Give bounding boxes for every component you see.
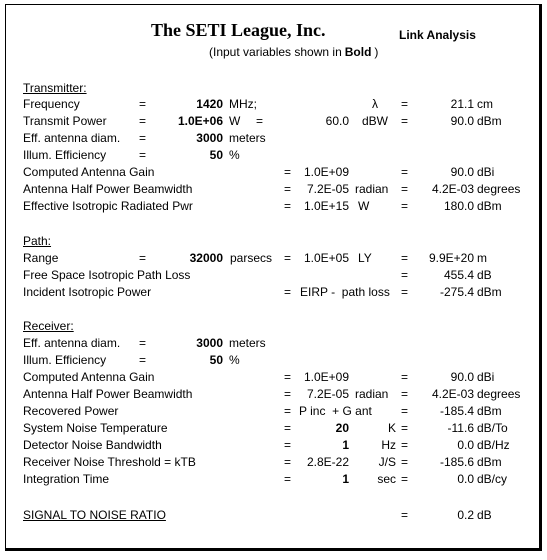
equals-sign: = bbox=[284, 165, 292, 179]
eirp-dbm: 180.0 bbox=[443, 199, 474, 213]
equals-sign: = bbox=[401, 387, 409, 401]
eirp-watts: 1.0E+15 bbox=[303, 199, 349, 213]
transmit-power-dbw: 60.0 bbox=[325, 114, 349, 128]
tx-gain-label: Computed Antenna Gain bbox=[23, 165, 155, 179]
recovered-power-label: Recovered Power bbox=[23, 404, 119, 418]
recovered-power-value: -185.4 bbox=[439, 404, 474, 418]
fspl-row bbox=[6, 267, 543, 284]
noise-threshold-label: Receiver Noise Threshold = kTB bbox=[23, 455, 196, 469]
incident-power-unit: dBm bbox=[477, 285, 502, 299]
integration-unit: sec bbox=[377, 472, 396, 486]
equals-sign: = bbox=[284, 199, 292, 213]
range-ly-unit: LY bbox=[358, 251, 372, 265]
tx-beam-degrees: 4.2E-03 bbox=[431, 182, 474, 196]
tx-beam-degrees-unit: degrees bbox=[477, 182, 521, 196]
snr-unit: dB bbox=[477, 508, 492, 522]
recovered-power-row bbox=[6, 403, 543, 420]
range-unit: parsecs bbox=[230, 251, 273, 265]
tx-diam-unit: meters bbox=[229, 131, 266, 145]
snr-row bbox=[6, 507, 543, 524]
bandwidth-row[interactable] bbox=[6, 437, 543, 454]
tx-beam-radian-unit: radian bbox=[355, 182, 389, 196]
rx-illum-row[interactable] bbox=[6, 352, 543, 369]
eirp-watts-unit: W bbox=[358, 199, 370, 213]
rx-gain-dbi: 90.0 bbox=[450, 370, 474, 384]
recovered-power-formula: P inc + G ant bbox=[299, 404, 372, 418]
range-row[interactable] bbox=[6, 250, 543, 267]
tx-illum-input[interactable]: 50 bbox=[209, 148, 223, 162]
tx-diam-row[interactable] bbox=[6, 130, 543, 147]
equals-sign: = bbox=[401, 97, 409, 111]
equals-sign: = bbox=[284, 455, 292, 469]
snr-label: SIGNAL TO NOISE RATIO bbox=[23, 508, 166, 522]
range-meters-unit: m bbox=[477, 251, 487, 265]
rx-diam-label: Eff. antenna diam. bbox=[23, 336, 121, 350]
fspl-unit: dB bbox=[477, 268, 492, 282]
noise-threshold-dbm: -185.6 bbox=[439, 455, 474, 469]
rx-beam-label: Antenna Half Power Beamwidth bbox=[23, 387, 193, 401]
tx-gain-linear: 1.0E+09 bbox=[303, 165, 349, 179]
transmit-power-dbm: 90.0 bbox=[450, 114, 474, 128]
subtitle-pre: (Input variables shown in bbox=[209, 45, 342, 59]
wavelength-unit: cm bbox=[477, 97, 493, 111]
subtitle-post: ) bbox=[374, 45, 379, 59]
incident-power-value: -275.4 bbox=[439, 285, 474, 299]
integration-db-unit: dB/cy bbox=[477, 472, 508, 486]
range-ly: 1.0E+05 bbox=[303, 251, 349, 265]
path-heading: Path: bbox=[23, 234, 52, 248]
frequency-label: Frequency bbox=[23, 97, 80, 111]
tx-illum-row[interactable] bbox=[6, 147, 543, 164]
integration-db: 0.0 bbox=[457, 472, 474, 486]
rx-gain-linear: 1.0E+09 bbox=[303, 370, 349, 384]
frequency-row[interactable] bbox=[6, 96, 543, 113]
recovered-power-unit: dBm bbox=[477, 404, 502, 418]
transmit-power-dbw-unit: dBW bbox=[362, 114, 389, 128]
rx-diam-unit: meters bbox=[229, 336, 266, 350]
tx-diam-input[interactable]: 3000 bbox=[196, 131, 223, 145]
transmitter-heading: Transmitter: bbox=[23, 81, 87, 95]
equals-sign: = bbox=[401, 268, 409, 282]
equals-sign: = bbox=[401, 455, 409, 469]
rx-illum-label: Illum. Efficiency bbox=[23, 353, 107, 367]
noise-temp-row[interactable] bbox=[6, 420, 543, 437]
tx-gain-dbi: 90.0 bbox=[450, 165, 474, 179]
equals-sign: = bbox=[284, 370, 292, 384]
equals-sign: = bbox=[284, 421, 292, 435]
equals-sign: = bbox=[284, 285, 292, 299]
equals-sign: = bbox=[256, 114, 264, 128]
incident-power-row bbox=[6, 284, 543, 301]
equals-sign: = bbox=[139, 336, 147, 350]
equals-sign: = bbox=[401, 472, 409, 486]
range-label: Range bbox=[23, 251, 59, 265]
noise-temp-db: -11.6 bbox=[447, 421, 474, 435]
eirp-dbm-unit: dBm bbox=[477, 199, 502, 213]
rx-gain-unit: dBi bbox=[477, 370, 495, 384]
frequency-unit: MHz; bbox=[229, 97, 257, 111]
sheet-name: Link Analysis bbox=[399, 28, 476, 42]
equals-sign: = bbox=[139, 97, 147, 111]
subtitle bbox=[209, 45, 378, 59]
link-analysis-sheet bbox=[5, 4, 542, 551]
eirp-row bbox=[6, 198, 543, 215]
rx-illum-unit: % bbox=[229, 353, 240, 367]
snr-value: 0.2 bbox=[457, 508, 474, 522]
incident-power-label: Incident Isotropic Power bbox=[23, 285, 152, 299]
equals-sign: = bbox=[284, 251, 292, 265]
equals-sign: = bbox=[284, 404, 292, 418]
transmit-power-label: Transmit Power bbox=[23, 114, 107, 128]
tx-beam-radian: 7.2E-05 bbox=[306, 182, 349, 196]
rx-beam-degrees: 4.2E-03 bbox=[431, 387, 474, 401]
tx-beam-label: Antenna Half Power Beamwidth bbox=[23, 182, 193, 196]
equals-sign: = bbox=[401, 251, 409, 265]
equals-sign: = bbox=[401, 114, 409, 128]
fspl-value: 455.4 bbox=[443, 268, 474, 282]
noise-threshold-watts: 2.8E-22 bbox=[306, 455, 349, 469]
incident-power-formula: EIRP - path loss bbox=[300, 285, 390, 299]
transmitter-heading-row bbox=[6, 80, 543, 97]
integration-row[interactable] bbox=[6, 471, 543, 488]
noise-temp-unit: K bbox=[387, 421, 396, 435]
equals-sign: = bbox=[139, 353, 147, 367]
equals-sign: = bbox=[401, 508, 409, 522]
transmit-power-unit: W bbox=[229, 114, 241, 128]
noise-threshold-dbm-unit: dBm bbox=[477, 455, 502, 469]
rx-beam-row bbox=[6, 386, 543, 403]
rx-gain-label: Computed Antenna Gain bbox=[23, 370, 155, 384]
noise-threshold-row bbox=[6, 454, 543, 471]
rx-gain-row bbox=[6, 369, 543, 386]
equals-sign: = bbox=[139, 148, 147, 162]
bandwidth-db: 0.0 bbox=[457, 438, 474, 452]
tx-diam-label: Eff. antenna diam. bbox=[23, 131, 121, 145]
noise-temp-db-unit: dB/To bbox=[477, 421, 508, 435]
rx-beam-radian: 7.2E-05 bbox=[306, 387, 349, 401]
equals-sign: = bbox=[401, 165, 409, 179]
rx-diam-input[interactable]: 3000 bbox=[196, 336, 223, 350]
wavelength-symbol: λ bbox=[372, 97, 378, 111]
equals-sign: = bbox=[284, 182, 292, 196]
equals-sign: = bbox=[139, 131, 147, 145]
path-heading-row bbox=[6, 233, 543, 250]
integration-label: Integration Time bbox=[23, 472, 110, 486]
transmit-power-dbm-unit: dBm bbox=[477, 114, 502, 128]
noise-temp-input[interactable]: 20 bbox=[335, 421, 349, 435]
frequency-input[interactable]: 1420 bbox=[196, 97, 223, 111]
rx-illum-input[interactable]: 50 bbox=[209, 353, 223, 367]
tx-gain-unit: dBi bbox=[477, 165, 495, 179]
bandwidth-db-unit: dB/Hz bbox=[477, 438, 510, 452]
eirp-label: Effective Isotropic Radiated Pwr bbox=[23, 199, 193, 213]
bandwidth-input[interactable]: 1 bbox=[342, 438, 349, 452]
transmit-power-row[interactable] bbox=[6, 113, 543, 130]
equals-sign: = bbox=[401, 438, 409, 452]
bandwidth-label: Detector Noise Bandwidth bbox=[23, 438, 162, 452]
equals-sign: = bbox=[401, 199, 409, 213]
equals-sign: = bbox=[139, 251, 147, 265]
transmit-power-input[interactable]: 1.0E+06 bbox=[177, 114, 223, 128]
equals-sign: = bbox=[401, 404, 409, 418]
rx-beam-degrees-unit: degrees bbox=[477, 387, 521, 401]
rx-beam-radian-unit: radian bbox=[355, 387, 389, 401]
noise-threshold-watts-unit: J/S bbox=[378, 455, 396, 469]
tx-illum-unit: % bbox=[229, 148, 240, 162]
equals-sign: = bbox=[284, 472, 292, 486]
equals-sign: = bbox=[284, 387, 292, 401]
equals-sign: = bbox=[401, 182, 409, 196]
fspl-label: Free Space Isotropic Path Loss bbox=[23, 268, 191, 282]
equals-sign: = bbox=[401, 421, 409, 435]
page-title: The SETI League, Inc. bbox=[151, 20, 326, 40]
equals-sign: = bbox=[139, 114, 147, 128]
receiver-heading: Receiver: bbox=[23, 319, 74, 333]
rx-diam-row[interactable] bbox=[6, 335, 543, 352]
wavelength-value: 21.1 bbox=[450, 97, 474, 111]
tx-beam-row bbox=[6, 181, 543, 198]
equals-sign: = bbox=[401, 285, 409, 299]
subtitle-bold: Bold bbox=[344, 45, 372, 59]
receiver-heading-row bbox=[6, 318, 543, 335]
noise-temp-label: System Noise Temperature bbox=[23, 421, 168, 435]
tx-gain-row bbox=[6, 164, 543, 181]
tx-illum-label: Illum. Efficiency bbox=[23, 148, 107, 162]
equals-sign: = bbox=[284, 438, 292, 452]
range-meters: 9.9E+20 bbox=[428, 251, 474, 265]
bandwidth-unit: Hz bbox=[381, 438, 396, 452]
equals-sign: = bbox=[401, 370, 409, 384]
integration-input[interactable]: 1 bbox=[342, 472, 349, 486]
range-input[interactable]: 32000 bbox=[189, 251, 223, 265]
